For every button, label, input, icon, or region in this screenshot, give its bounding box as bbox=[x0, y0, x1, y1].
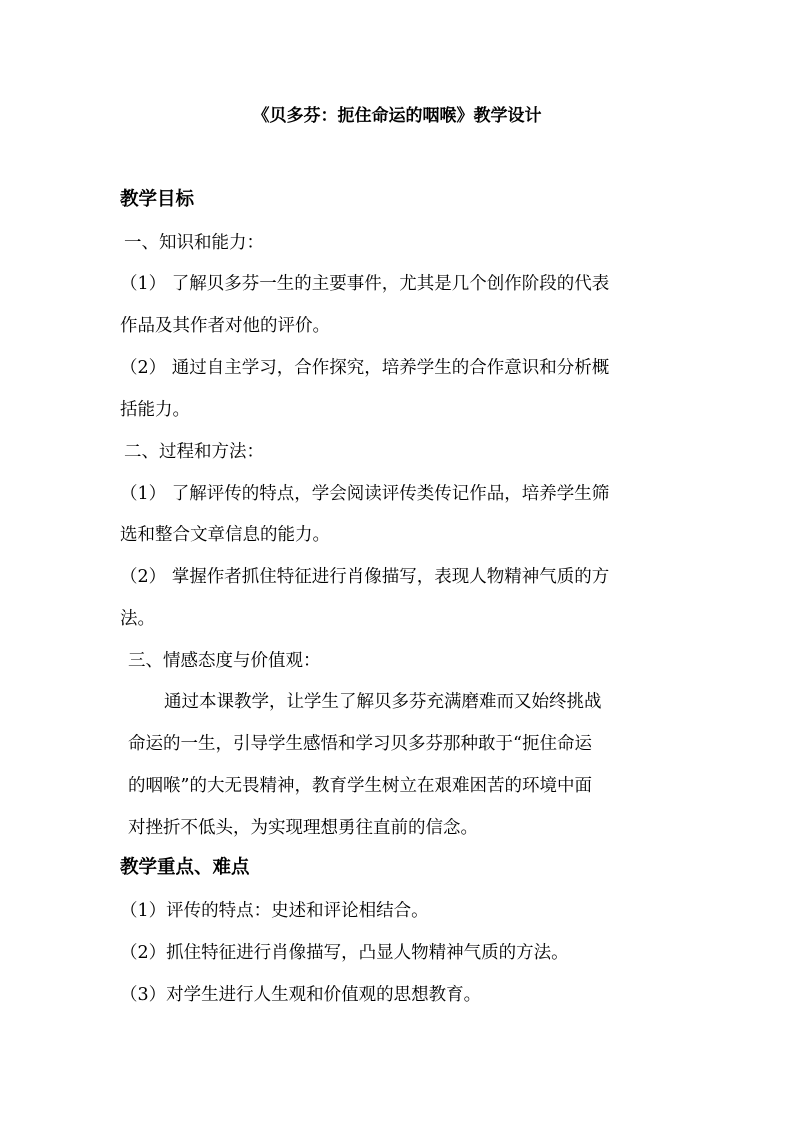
goal-1-1-line-2: 作品及其作者对他的评价。 bbox=[120, 316, 330, 336]
emotion-para-line-1: 通过本课教学，让学生了解贝多芬充满磨难而又始终挑战 bbox=[164, 692, 602, 712]
goal-1-2-line-1: （2） 通过自主学习，合作探究，培养学生的合作意识和分析概 bbox=[120, 358, 610, 378]
heading-teaching-goals: 教学目标 bbox=[120, 189, 195, 210]
goal-2-2-line-2: 法。 bbox=[120, 609, 155, 629]
subheading-knowledge-ability: 一、知识和能力： bbox=[124, 233, 264, 253]
subheading-emotion-values: 三、情感态度与价值观： bbox=[128, 651, 321, 671]
emotion-para-line-3: 的咽喉”的大无畏精神，教育学生树立在艰难困苦的环境中面 bbox=[128, 776, 592, 796]
document-title: 《贝多芬：扼住命运的咽喉》教学设计 bbox=[252, 106, 542, 126]
key-point-3: （3）对学生进行人生观和价值观的思想教育。 bbox=[120, 985, 482, 1005]
heading-key-points: 教学重点、难点 bbox=[120, 857, 250, 878]
subheading-process-method: 二、过程和方法： bbox=[124, 442, 264, 462]
goal-2-1-line-2: 选和整合文章信息的能力。 bbox=[120, 525, 330, 545]
key-point-2: （2）抓住特征进行肖像描写，凸显人物精神气质的方法。 bbox=[120, 943, 569, 963]
goal-1-2-line-2: 括能力。 bbox=[120, 400, 190, 420]
goal-2-2-line-1: （2） 掌握作者抓住特征进行肖像描写，表现人物精神气质的方 bbox=[120, 567, 610, 587]
key-point-1: （1）评传的特点：史述和评论相结合。 bbox=[120, 901, 429, 921]
goal-2-1-line-1: （1） 了解评传的特点，学会阅读评传类传记作品，培养学生筛 bbox=[120, 484, 610, 504]
emotion-para-line-2: 命运的一生，引导学生感悟和学习贝多芬那种敢于“扼住命运 bbox=[128, 734, 592, 754]
emotion-para-line-4: 对挫折不低头，为实现理想勇往直前的信念。 bbox=[128, 818, 478, 838]
goal-1-1-line-1: （1） 了解贝多芬一生的主要事件，尤其是几个创作阶段的代表 bbox=[120, 274, 610, 294]
